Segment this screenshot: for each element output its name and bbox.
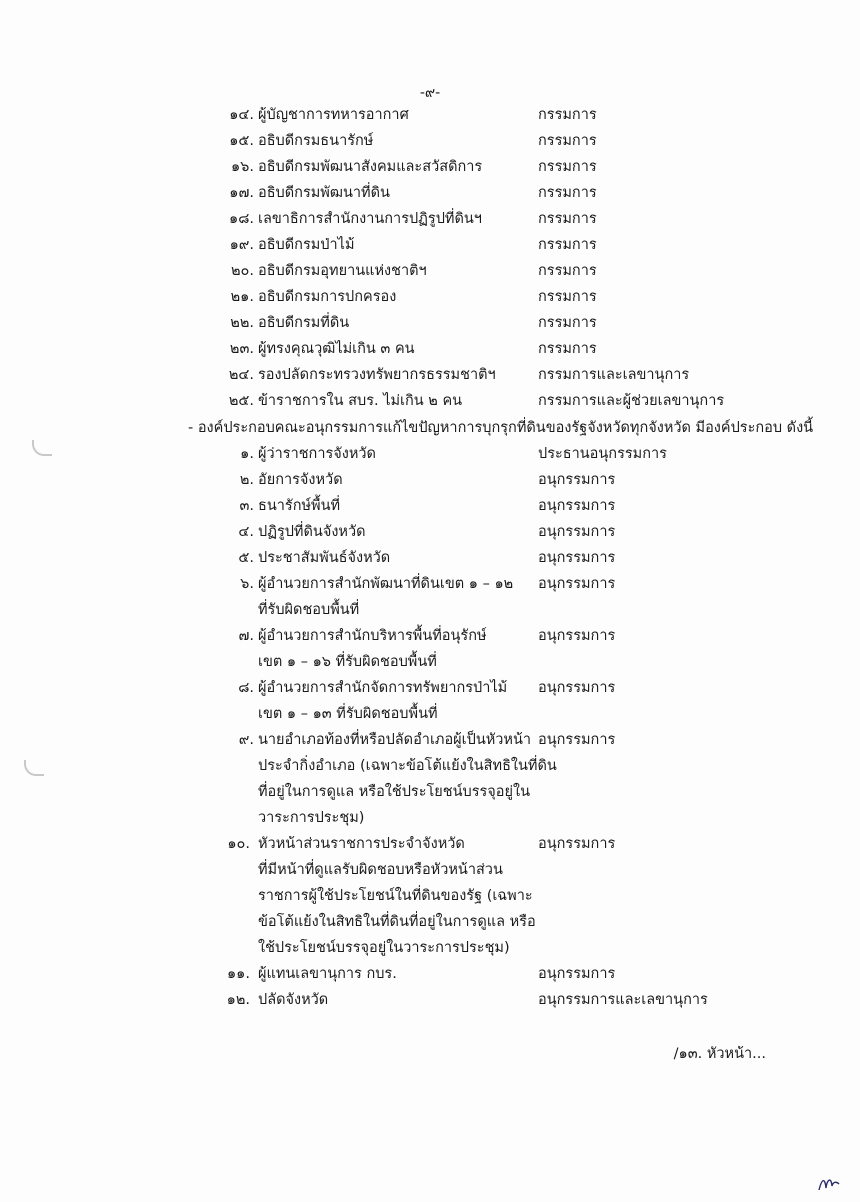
member-number: ๘. [238,680,254,696]
member-role: กรรมการ [538,159,597,175]
member-number: ๑๗. [229,185,254,201]
member-row [0,493,860,519]
member-number: ๑๑. [226,966,250,982]
member-row [0,831,860,961]
member-position: ที่รับผิดชอบพื้นที่ [258,602,360,618]
member-position: ที่อยู่ในการดูแล หรือใช้ประโยชน์บรรจุอยู่ใน [258,784,530,800]
member-position: ที่มีหน้าที่ดูแลรับผิดชอบหรือหัวหน้าส่วน [258,862,503,878]
member-position: อธิบดีกรมการปกครอง [258,289,397,305]
member-number: ๑๔. [229,107,254,123]
member-row [0,206,860,232]
member-position: ใช้ประโยชน์บรรจุอยู่ในวาระการประชุม) [258,940,510,956]
initials-signature [816,1172,842,1194]
member-number: ๒๕. [228,393,254,409]
member-number: ๒. [239,472,254,488]
member-position: ข้อโต้แย้งในสิทธิในที่ดินที่อยู่ในการดูแล หรือ [258,914,536,930]
member-position: เลขาธิการสำนักงานการปฏิรูปที่ดินฯ [258,211,482,227]
member-role: อนุกรรมการ [538,498,616,514]
member-role: กรรมการ [538,237,597,253]
member-role: กรรมการ [538,211,597,227]
member-number: ๕. [238,550,254,566]
member-position: นายอำเภอท้องที่หรือปลัดอำเภอผู้เป็นหัวหน้า [258,732,532,748]
member-position: ข้าราชการใน สบร. ไม่เกิน ๒ คน [258,393,463,409]
member-position: รองปลัดกระทรวงทรัพยากรธรรมชาติฯ [258,367,496,383]
member-position: อธิบดีกรมธนารักษ์ [258,133,374,149]
member-row [0,987,860,1013]
member-position: อธิบดีกรมป่าไม้ [258,237,355,253]
continuation-footer: /๑๓. หัวหน้า... [673,1046,766,1062]
member-role: อนุกรรมการ [538,524,616,540]
member-position: วาระการประชุม) [258,810,365,826]
member-number: ๑. [240,446,254,462]
page-number: -๙- [419,85,441,101]
member-role: อนุกรรมการ [538,966,616,982]
subcommittee-intro: - องค์ประกอบคณะอนุกรรมการแก้ไขปัญหาการบุกรุกที่ดินของรัฐจังหวัดทุกจังหวัด มีองค์ประกอบ ดังนี้ [188,420,814,436]
member-row [0,623,860,675]
member-role: กรรมการ [538,315,597,331]
member-row [0,154,860,180]
member-row [0,128,860,154]
member-role: อนุกรรมการ [538,472,616,488]
member-number: ๓. [239,498,254,514]
member-position: ประชาสัมพันธ์จังหวัด [258,550,391,566]
member-position: อธิบดีกรมพัฒนาสังคมและสวัสดิการ [258,159,483,175]
member-row [0,336,860,362]
member-number: ๗. [238,628,254,644]
member-row [0,467,860,493]
member-position: ธนารักษ์พื้นที่ [258,498,341,514]
member-row [0,258,860,284]
member-number: ๑๖. [230,159,254,175]
member-number: ๑๐. [227,836,250,852]
member-row [0,102,860,128]
member-position: เขต ๑ – ๑๖ ที่รับผิดชอบพื้นที่ [258,654,437,670]
member-role: อนุกรรมการ [538,576,616,592]
member-row [0,727,860,831]
member-position: อัยการจังหวัด [258,472,343,488]
member-row [0,362,860,388]
member-role: กรรมการ [538,289,597,305]
member-position: ปฏิรูปที่ดินจังหวัด [258,524,366,540]
member-number: ๒๐. [230,263,254,279]
member-role: กรรมการและผู้ช่วยเลขานุการ [538,393,725,409]
member-number: ๑๘. [229,211,254,227]
member-row [0,180,860,206]
member-number: ๙. [238,732,254,748]
member-position: อธิบดีกรมอุทยานแห่งชาติฯ [258,263,427,279]
member-position: ราชการผู้ใช้ประโยชน์ในที่ดินของรัฐ (เฉพาะ [258,888,533,904]
member-number: ๔. [238,524,254,540]
member-position: ผู้บัญชาการทหารอากาศ [258,107,409,123]
member-position: อธิบดีกรมที่ดิน [258,315,350,331]
member-role: อนุกรรมการ [538,628,616,644]
member-role: ประธานอนุกรรมการ [538,446,667,462]
member-position: ผู้ทรงคุณวุฒิไม่เกิน ๓ คน [258,341,415,357]
member-role: กรรมการ [538,107,597,123]
member-row [0,388,860,414]
member-position: เขต ๑ – ๑๓ ที่รับผิดชอบพื้นที่ [258,706,438,722]
member-row [0,232,860,258]
member-row [0,441,860,467]
member-role: กรรมการและเลขานุการ [538,367,690,383]
member-number: ๑๒. [226,992,250,1008]
member-position: ผู้อำนวยการสำนักพัฒนาที่ดินเขต ๑ – ๑๒ [258,576,514,592]
member-number: ๒๒. [230,315,254,331]
member-row [0,284,860,310]
member-number: ๒๔. [228,367,254,383]
member-row [0,310,860,336]
member-role: กรรมการ [538,133,597,149]
member-role: อนุกรรมการ [538,680,616,696]
member-position: ผู้แทนเลขานุการ กบร. [258,966,397,982]
member-role: กรรมการ [538,263,597,279]
member-role: กรรมการ [538,185,597,201]
member-role: อนุกรรมการ [538,732,616,748]
member-position: ปลัดจังหวัด [258,992,329,1008]
member-row [0,675,860,727]
member-position: หัวหน้าส่วนราชการประจำจังหวัด [258,836,465,852]
member-role: อนุกรรมการ [538,836,616,852]
member-row [0,961,860,987]
member-role: อนุกรรมการ [538,550,616,566]
member-number: ๑๕. [229,133,254,149]
member-number: ๖. [240,576,254,592]
member-position: อธิบดีกรมพัฒนาที่ดิน [258,185,390,201]
member-role: กรรมการ [538,341,597,357]
member-row [0,545,860,571]
member-number: ๒๑. [230,289,254,305]
member-position: ผู้อำนวยการสำนักจัดการทรัพยากรป่าไม้ [258,680,508,696]
member-position: ผู้ว่าราชการจังหวัด [258,446,376,462]
member-number: ๒๓. [229,341,254,357]
member-row [0,519,860,545]
member-position: ประจำกิ่งอำเภอ (เฉพาะข้อโต้แย้งในสิทธิในที่ดิน [258,758,557,774]
member-position: ผู้อำนวยการสำนักบริหารพื้นที่อนุรักษ์ [258,628,487,644]
member-number: ๑๙. [229,237,254,253]
member-role: อนุกรรมการและเลขานุการ [538,992,708,1008]
member-row [0,571,860,623]
